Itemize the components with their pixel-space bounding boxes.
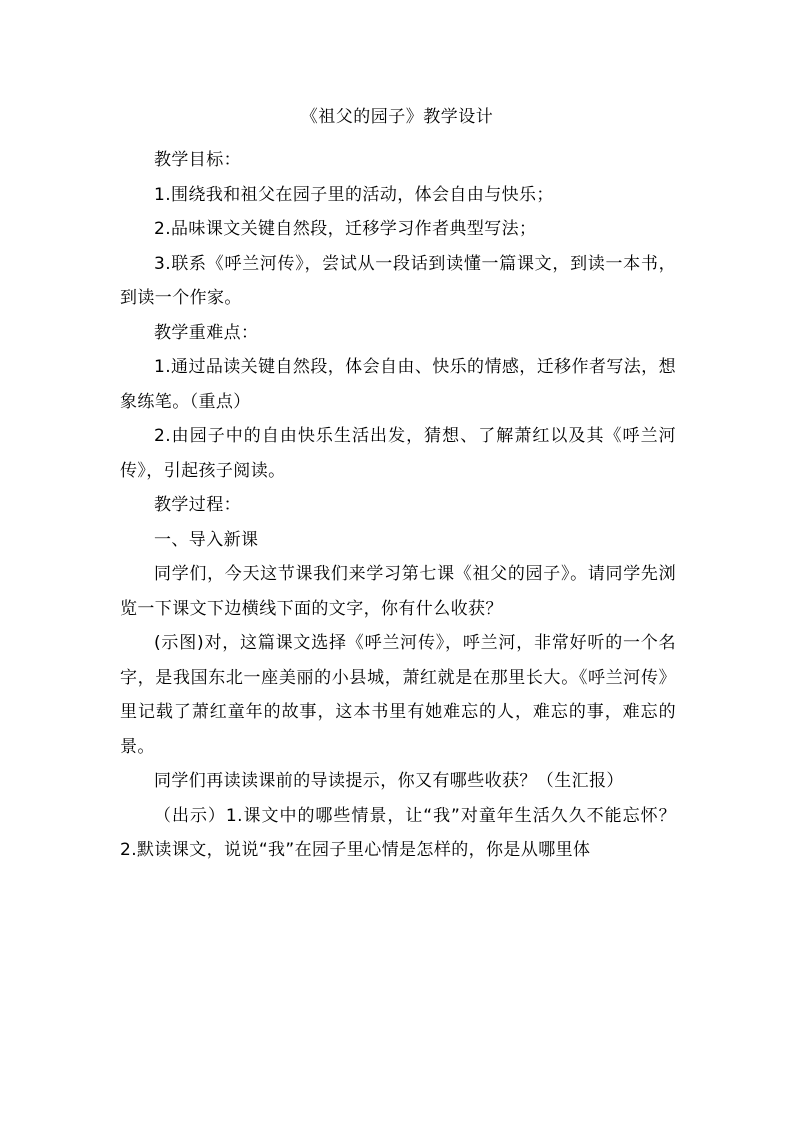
subsection-heading-intro: 一、导入新课 — [154, 529, 259, 550]
section-heading-key-points: 教学重难点： — [154, 322, 259, 343]
section-heading-process: 教学过程： — [154, 495, 241, 515]
body-paragraph: （出示）1.课文中的哪些情景，让“我”对童年生活久久不能忘怀？2.默读课文，说说“我”在园子里心情是怎样的，你是从哪里体 — [120, 805, 676, 860]
key-point-item-1: 1.通过品读关键自然段，体会自由、快乐的情感，迁移作者写法，想象练笔。（重点） — [120, 357, 676, 412]
objective-item-1: 1.围绕我和祖父在园子里的活动，体会自由与快乐； — [154, 184, 554, 205]
key-point-item-2: 2.由园子中的自由快乐生活出发，猜想、了解萧红以及其《呼兰河传》，引起孩子阅读。 — [120, 426, 676, 481]
document-title: 《祖父的园子》教学设计 — [300, 107, 494, 127]
body-paragraph: (示图)对，这篇课文选择《呼兰河传》，呼兰河，非常好听的一个名字，是我国东北一座美丽的小县城，萧红就是在那里长大。《呼兰河传》里记载了萧红童年的故事，这本书里有她难忘的人，难忘的事，难忘的景。 — [120, 633, 676, 757]
document-body — [120, 143, 676, 868]
objective-item-2: 2.品味课文关键自然段，迁移学习作者典型写法； — [154, 219, 537, 239]
section-heading-objectives: 教学目标： — [154, 150, 241, 170]
body-paragraph: 同学们再读读课前的导读提示，你又有哪些收获？（生汇报） — [154, 771, 624, 791]
objective-item-3: 3.联系《呼兰河传》，尝试从一段话到读懂一篇课文，到读一本书，到读一个作家。 — [120, 253, 676, 308]
body-paragraph: 同学们，今天这节课我们来学习第七课《祖父的园子》。请同学先浏览一下课文下边横线下面的文字，你有什么收获？ — [120, 564, 676, 619]
